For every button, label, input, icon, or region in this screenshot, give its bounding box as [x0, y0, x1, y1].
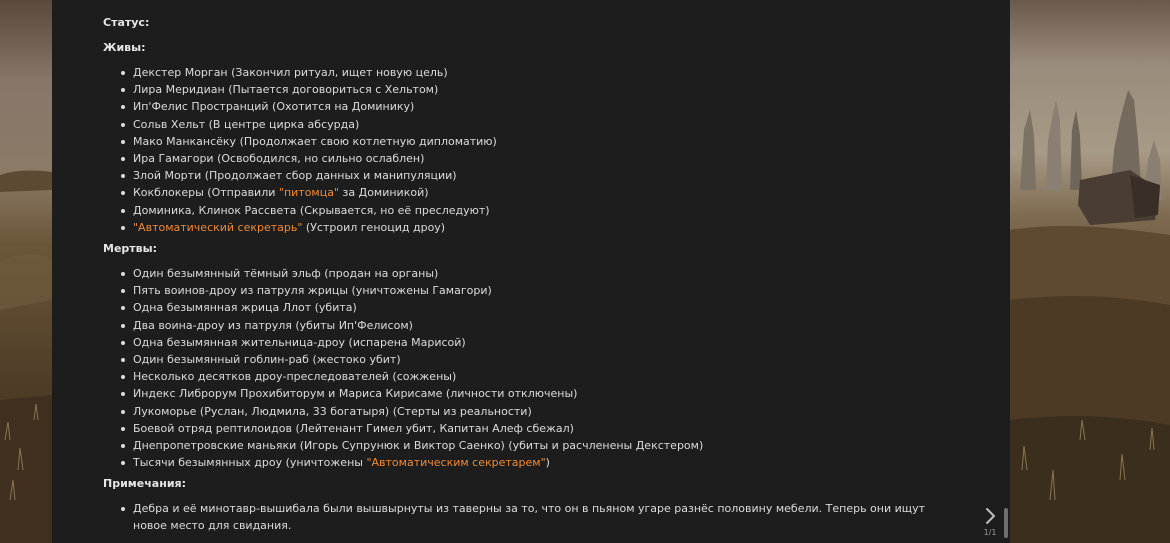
- highlighted-text: "питомца": [278, 186, 340, 200]
- alive-list: [103, 64, 953, 236]
- list-item: Доминика, Клинок Рассвета (Скрывается, но её преследуют): [133, 202, 953, 219]
- notes-list: [103, 500, 953, 534]
- highlighted-text: "Автоматическим секретарем": [366, 456, 546, 470]
- list-item: Боевой отряд рептилоидов (Лейтенант Гимел убит, Капитан Алеф сбежал): [133, 420, 953, 437]
- list-item: Одна безымянная жительница-дроу (испарена Марисой): [133, 334, 953, 351]
- list-item: Ип'Фелис Пространций (Охотится на Доминику): [133, 98, 953, 115]
- list-item: Днепропетровские маньяки (Игорь Супрунюк и Виктор Саенко) (убиты и расчленены Декстером): [133, 437, 953, 454]
- list-item: Декстер Морган (Закончил ритуал, ищет новую цель): [133, 64, 953, 81]
- dead-heading: Мертвы:: [103, 242, 157, 255]
- list-item: Пять воинов-дроу из патруля жрицы (уничтожены Гамагори): [133, 282, 953, 299]
- dead-list: [103, 265, 953, 471]
- list-item: Один безымянный тёмный эльф (продан на органы): [133, 265, 953, 282]
- clipped-text-line: [103, 0, 109, 4]
- list-item: Один безымянный гоблин-раб (жестоко убит): [133, 351, 953, 368]
- list-item: Злой Морти (Продолжает сбор данных и манипуляции): [133, 167, 953, 184]
- chat-message-panel: [52, 0, 1010, 543]
- list-item: Два воина-дроу из патруля (убиты Ип'Фелисом): [133, 317, 953, 334]
- notes-heading: Примечания:: [103, 477, 186, 490]
- list-item: Одна безымянная жрица Ллот (убита): [133, 299, 953, 316]
- page-counter: 1/1: [983, 528, 997, 537]
- list-item: Тысячи безымянных дроу (уничтожены "Автоматическим секретарем"): [133, 454, 953, 471]
- background-right-strip: [1010, 0, 1170, 543]
- scrollbar-thumb[interactable]: [1004, 508, 1008, 538]
- list-item: Мако Манкансёку (Продолжает свою котлетную дипломатию): [133, 133, 953, 150]
- list-item: Дебра и её минотавр-вышибала были вышвырнуты из таверны за то, что он в пьяном угаре разнёс половину мебели. Теперь они ищут новое место для свидания.: [133, 500, 953, 534]
- list-item: "Автоматический секретарь" (Устроил геноцид дроу): [133, 219, 953, 236]
- chevron-right-icon[interactable]: [979, 506, 1001, 526]
- status-heading: Статус:: [103, 16, 150, 29]
- list-item: Сольв Хельт (В центре цирка абсурда): [133, 116, 953, 133]
- alive-heading: Живы:: [103, 41, 146, 54]
- list-item: Несколько десятков дроу-преследователей (сожжены): [133, 368, 953, 385]
- list-item: Лукоморье (Руслан, Людмила, 33 богатыря) (Стерты из реальности): [133, 403, 953, 420]
- message-pager: [979, 506, 1001, 542]
- list-item: Кокблокеры (Отправили "питомца" за Доминикой): [133, 184, 953, 201]
- list-item: Ира Гамагори (Освободился, но сильно ослаблен): [133, 150, 953, 167]
- background-left-strip: [0, 0, 52, 543]
- list-item: Лира Меридиан (Пытается договориться с Хельтом): [133, 81, 953, 98]
- list-item: Индекс Либрорум Прохибиторум и Мариса Кирисаме (личности отключены): [133, 385, 953, 402]
- highlighted-text: "Автоматический секретарь": [133, 220, 303, 234]
